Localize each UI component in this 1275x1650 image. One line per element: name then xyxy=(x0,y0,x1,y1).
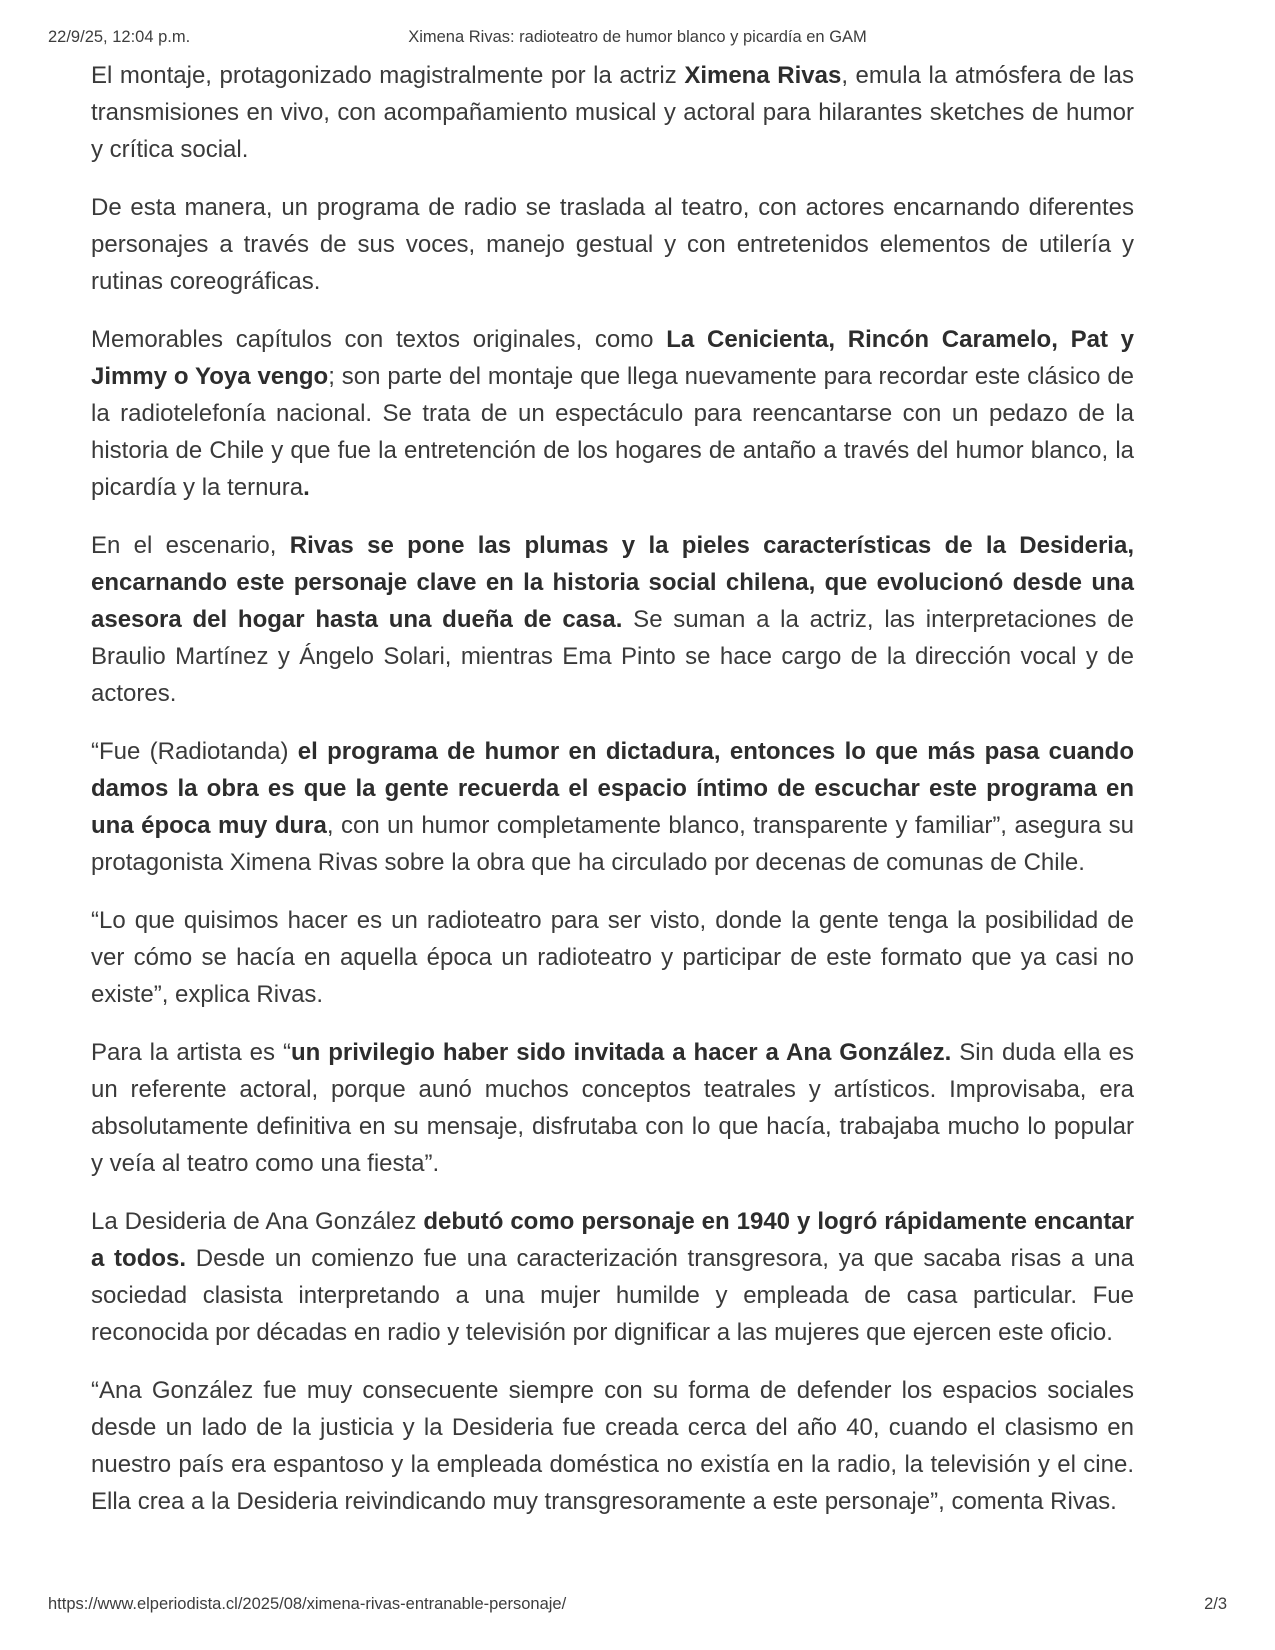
text-run: El montaje, protagonizado magistralmente por la actriz xyxy=(91,62,685,89)
text-run: Ximena Rivas xyxy=(684,62,842,89)
paragraph xyxy=(91,527,1134,712)
page-number: 2/3 xyxy=(1204,1595,1227,1613)
paragraph xyxy=(91,321,1134,506)
text-run: ; son parte del montaje que llega nuevamente para recordar este clásico de la radiotelefonía nacional. Se trata de un espectáculo para reencantarse con un pedazo de la historia de Chile y que fue la entretención de los hogares de antaño a través del humor blanco, la picardía y la ternura xyxy=(91,363,1135,501)
text-run: De esta manera, un programa de radio se traslada al teatro, con actores encarnando diferentes personajes a través de sus voces, manejo gestual y con entretenidos elementos de utilería y rutinas coreográficas. xyxy=(91,194,1134,295)
text-run: un privilegio haber sido invitada a hacer a Ana González. xyxy=(290,1039,952,1066)
print-datetime: 22/9/25, 12:04 p.m. xyxy=(48,28,191,46)
document-title: Ximena Rivas: radioteatro de humor blanco y picardía en GAM xyxy=(408,28,867,46)
text-run: , emula la atmósfera de las transmisiones en vivo, con acompañamiento musical y actoral para hilarantes sketches de humor y crítica social. xyxy=(91,62,1134,163)
text-run: Sin duda ella es un referente actoral, porque aunó muchos conceptos teatrales y artísticos. Improvisaba, era absolutamente definitiva en su mensaje, disfrutaba con lo que hacía, trabajaba mucho lo popular y veía al teatro como una fiesta”. xyxy=(91,1039,1135,1177)
text-run: . xyxy=(303,474,310,501)
text-run: “Fue (Radiotanda) xyxy=(91,738,298,765)
text-run: “Ana González fue muy consecuente siempre con su forma de defender los espacios sociales desde un lado de la justicia y la Desideria fue creada cerca del año 40, cuando el clasismo en nuestro país era espantoso y la empleada doméstica no existía en la radio, la televisión y el cine. Ella crea a la Desideria reivindicando muy transgresoramente a este personaje”, comenta Rivas. xyxy=(91,1377,1134,1515)
paragraph xyxy=(91,733,1134,881)
text-run: “Lo que quisimos hacer es un radioteatro para ser visto, donde la gente tenga la posibilidad de ver cómo se hacía en aquella época un radioteatro y participar de este formato que ya casi no existe”, explica Rivas. xyxy=(91,907,1134,1008)
paragraph xyxy=(91,1372,1134,1520)
text-run: La Desideria de Ana González xyxy=(91,1208,424,1235)
text-run: En el escenario, xyxy=(91,532,290,559)
text-run: Se suman a la actriz, las interpretaciones de Braulio Martínez y Ángelo Solari, mientras Ema Pinto se hace cargo de la dirección vocal y de actores. xyxy=(91,606,1134,707)
text-run: La Cenicienta, Rincón Caramelo, Pat y Jimmy o Yoya vengo xyxy=(91,326,1135,390)
text-run: Memorables capítulos con textos originales, como xyxy=(91,326,667,353)
paragraph xyxy=(91,1034,1134,1182)
paragraph xyxy=(91,1203,1134,1351)
text-run: el programa de humor en dictadura, entonces lo que más pasa cuando damos la obra es que la gente recuerda el espacio íntimo de escuchar este programa en una época muy dura xyxy=(91,738,1135,839)
paragraph xyxy=(91,902,1134,1013)
text-run: Para la artista es “ xyxy=(91,1039,291,1066)
text-run: , con un humor completamente blanco, transparente y familiar”, asegura su protagonista Ximena Rivas sobre la obra que ha circulado por decenas de comunas de Chile. xyxy=(91,812,1135,876)
article-body xyxy=(91,57,1134,1541)
text-run: Rivas se pone las plumas y la pieles características de la Desideria, encarnando este personaje clave en la historia social chilena, que evolucionó desde una asesora del hogar hasta una dueña de casa. xyxy=(91,532,1134,633)
print-footer xyxy=(48,1595,1227,1614)
text-run: Desde un comienzo fue una caracterización transgresora, ya que sacaba risas a una sociedad clasista interpretando a una mujer humilde y empleada de casa particular. Fue reconocida por décadas en radio y televisión por dignificar a las mujeres que ejercen este oficio. xyxy=(91,1245,1134,1346)
paragraph xyxy=(91,57,1134,168)
source-url: https://www.elperiodista.cl/2025/08/ximena-rivas-entranable-personaje/ xyxy=(48,1595,567,1613)
text-run: debutó como personaje en 1940 y logró rápidamente encantar a todos. xyxy=(91,1208,1134,1272)
paragraph xyxy=(91,189,1134,300)
print-header xyxy=(48,28,1227,50)
